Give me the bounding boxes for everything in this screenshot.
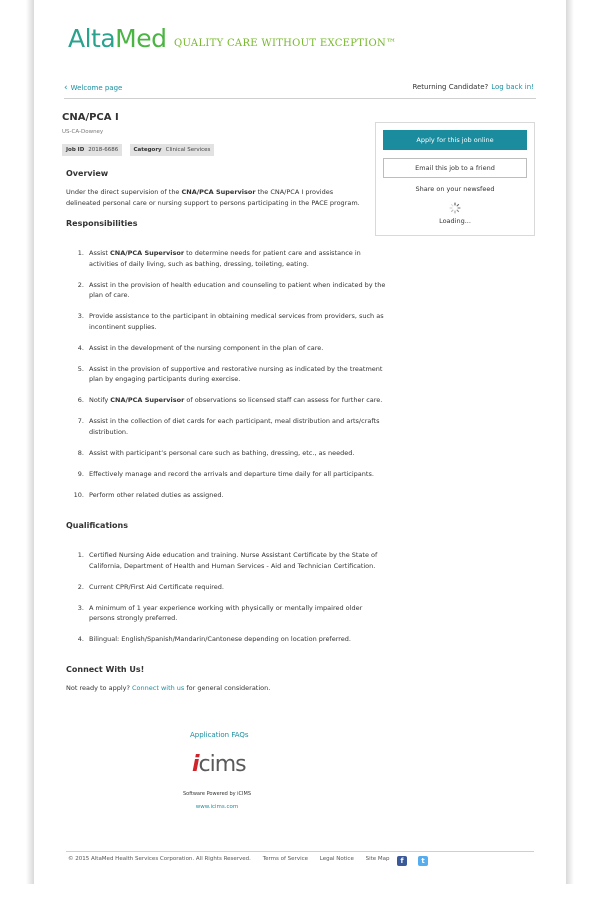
welcome-page-label: Welcome page xyxy=(70,84,123,92)
responsibility-item xyxy=(86,343,386,354)
responsibility-text: Assist in the provision of health education and counseling to patient when indicated by the plan of care. xyxy=(89,280,386,299)
logo-alta: Alta xyxy=(68,24,116,53)
email-job-button[interactable]: Email this job to a friend xyxy=(383,158,527,178)
application-faqs-link[interactable]: Application FAQs xyxy=(190,731,249,739)
responsibility-text-post: to determine needs for patient care and assistance in activities of daily living, such as bathing, dressing, toileting, eating. xyxy=(89,249,361,268)
responsibility-item xyxy=(86,280,386,301)
page-shadow-left xyxy=(0,0,34,884)
connect-text-post: for general consideration. xyxy=(184,684,271,692)
qualifications-list xyxy=(68,550,386,655)
apply-online-button[interactable]: Apply for this job online xyxy=(383,130,527,150)
legal-notice-link[interactable]: Legal Notice xyxy=(319,856,354,862)
page-shadow-right xyxy=(566,0,600,884)
qualification-item: 1. Certified Nursing Aide education and training. Nurse Assistant Certificate by the State of California, Department of Health and Human Services - Aid and Technician Certification. xyxy=(86,550,386,571)
twitter-icon[interactable]: t xyxy=(418,856,428,866)
overview-heading: Overview xyxy=(66,169,109,178)
powered-by-label: Software Powered by iCIMS xyxy=(182,791,252,797)
welcome-page-link[interactable] xyxy=(64,83,122,93)
responsibility-item xyxy=(86,490,386,501)
qualification-item: 4. Bilingual: English/Spanish/Mandarin/Cantonese depending on location preferred. xyxy=(86,634,386,645)
responsibility-text: Assist in the collection of diet cards for each participant, meal distribution and arts/crafts distribution. xyxy=(89,417,380,436)
footer-divider xyxy=(66,851,534,852)
responsibility-text-post: of observations so licensed staff can assess for further care. xyxy=(184,396,383,404)
qualifications-heading: Qualifications xyxy=(66,521,128,530)
responsibility-text: Assist in the provision of supportive and restorative nursing as indicated by the treatment plan by engaging participants during exercise. xyxy=(89,364,383,383)
loading-spinner-icon xyxy=(449,202,461,214)
job-location: US-CA-Downey xyxy=(62,129,104,135)
page-container xyxy=(34,0,566,884)
footer xyxy=(68,856,400,862)
responsibility-bold: CNA/PCA Supervisor xyxy=(110,249,185,257)
responsibility-item xyxy=(86,469,386,480)
responsibility-text: Assist with participant’s personal care such as bathing, dressing, etc., as needed. xyxy=(89,448,355,457)
category-value: Clinical Services xyxy=(165,147,211,153)
job-title: CNA/PCA I xyxy=(62,112,119,123)
chevron-left-icon: ‹ xyxy=(64,83,68,93)
responsibility-item xyxy=(86,364,386,385)
logo-med: Med xyxy=(115,24,167,53)
responsibilities-heading: Responsibilities xyxy=(66,219,138,228)
terms-link[interactable]: Terms of Service xyxy=(262,856,309,862)
responsibilities-list xyxy=(68,248,386,511)
overview-text-post: the CNA/PCA I provides delineated personal care or nursing support to persons participating in the PACE program. xyxy=(66,188,360,207)
connect-with-us-link[interactable]: Connect with us xyxy=(132,684,185,692)
responsibility-bold: CNA/PCA Supervisor xyxy=(110,396,185,404)
job-id-badge xyxy=(62,144,122,156)
category-label: Category xyxy=(133,147,162,153)
icims-logo-i: i xyxy=(192,752,199,777)
site-map-link[interactable]: Site Map xyxy=(365,856,390,862)
responsibility-text: Assist in the development of the nursing component in the plan of care. xyxy=(89,343,324,352)
responsibility-text: Notify xyxy=(89,396,111,404)
apply-sidebar xyxy=(375,122,535,236)
copyright-text: © 2015 AltaMed Health Services Corporation. All Rights Reserved. xyxy=(68,856,251,862)
responsibility-text: Provide assistance to the participant in obtaining medical services from providers, such as incontinent supplies. xyxy=(89,312,384,331)
responsibility-text: Effectively manage and record the arrivals and departure time daily for all participants. xyxy=(89,469,374,478)
connect-text-pre: Not ready to apply? xyxy=(66,684,132,692)
log-back-in-link[interactable]: Log back in! xyxy=(491,83,534,91)
top-nav-bar xyxy=(64,78,536,99)
returning-label: Returning Candidate? xyxy=(412,83,489,91)
responsibility-text: Perform other related duties as assigned. xyxy=(89,490,224,499)
connect-section xyxy=(66,665,366,694)
job-id-label: Job ID xyxy=(66,147,85,153)
qualification-item: 2. Current CPR/First Aid Certificate required. xyxy=(86,582,386,593)
altamed-logo[interactable] xyxy=(68,24,167,53)
responsibility-item xyxy=(86,395,386,406)
job-badges xyxy=(62,144,374,156)
overview-text xyxy=(66,187,366,209)
share-newsfeed-label: Share on your newsfeed xyxy=(415,185,495,193)
icims-logo[interactable] xyxy=(188,752,248,788)
responsibility-item xyxy=(86,448,386,459)
icims-logo-text xyxy=(192,752,246,777)
facebook-icon[interactable]: f xyxy=(397,856,407,866)
qualification-item: 3. A minimum of 1 year experience working with physically or mentally impaired older persons strongly preferred. xyxy=(86,603,386,624)
responsibility-item xyxy=(86,311,386,332)
job-id-value: 2018-6686 xyxy=(88,147,119,153)
returning-candidate xyxy=(412,83,534,91)
category-badge xyxy=(130,144,215,156)
tagline: QUALITY CARE WITHOUT EXCEPTION™ xyxy=(174,38,397,49)
icims-url-link[interactable]: www.icims.com xyxy=(195,804,239,810)
icims-logo-rest: cims xyxy=(198,752,246,777)
overview-text-bold: CNA/PCA Supervisor xyxy=(181,188,256,196)
responsibilities-section xyxy=(66,219,370,228)
connect-text xyxy=(66,683,366,694)
qualifications-section xyxy=(66,521,366,530)
responsibility-text: Assist xyxy=(89,249,111,257)
responsibility-item xyxy=(86,248,386,269)
overview-text-pre: Under the direct supervision of the xyxy=(66,188,182,196)
overview-section xyxy=(66,169,366,209)
job-content xyxy=(62,112,374,156)
loading-label: Loading... xyxy=(439,217,471,225)
header xyxy=(34,0,566,76)
connect-heading: Connect With Us! xyxy=(66,665,145,674)
responsibility-item xyxy=(86,416,386,437)
